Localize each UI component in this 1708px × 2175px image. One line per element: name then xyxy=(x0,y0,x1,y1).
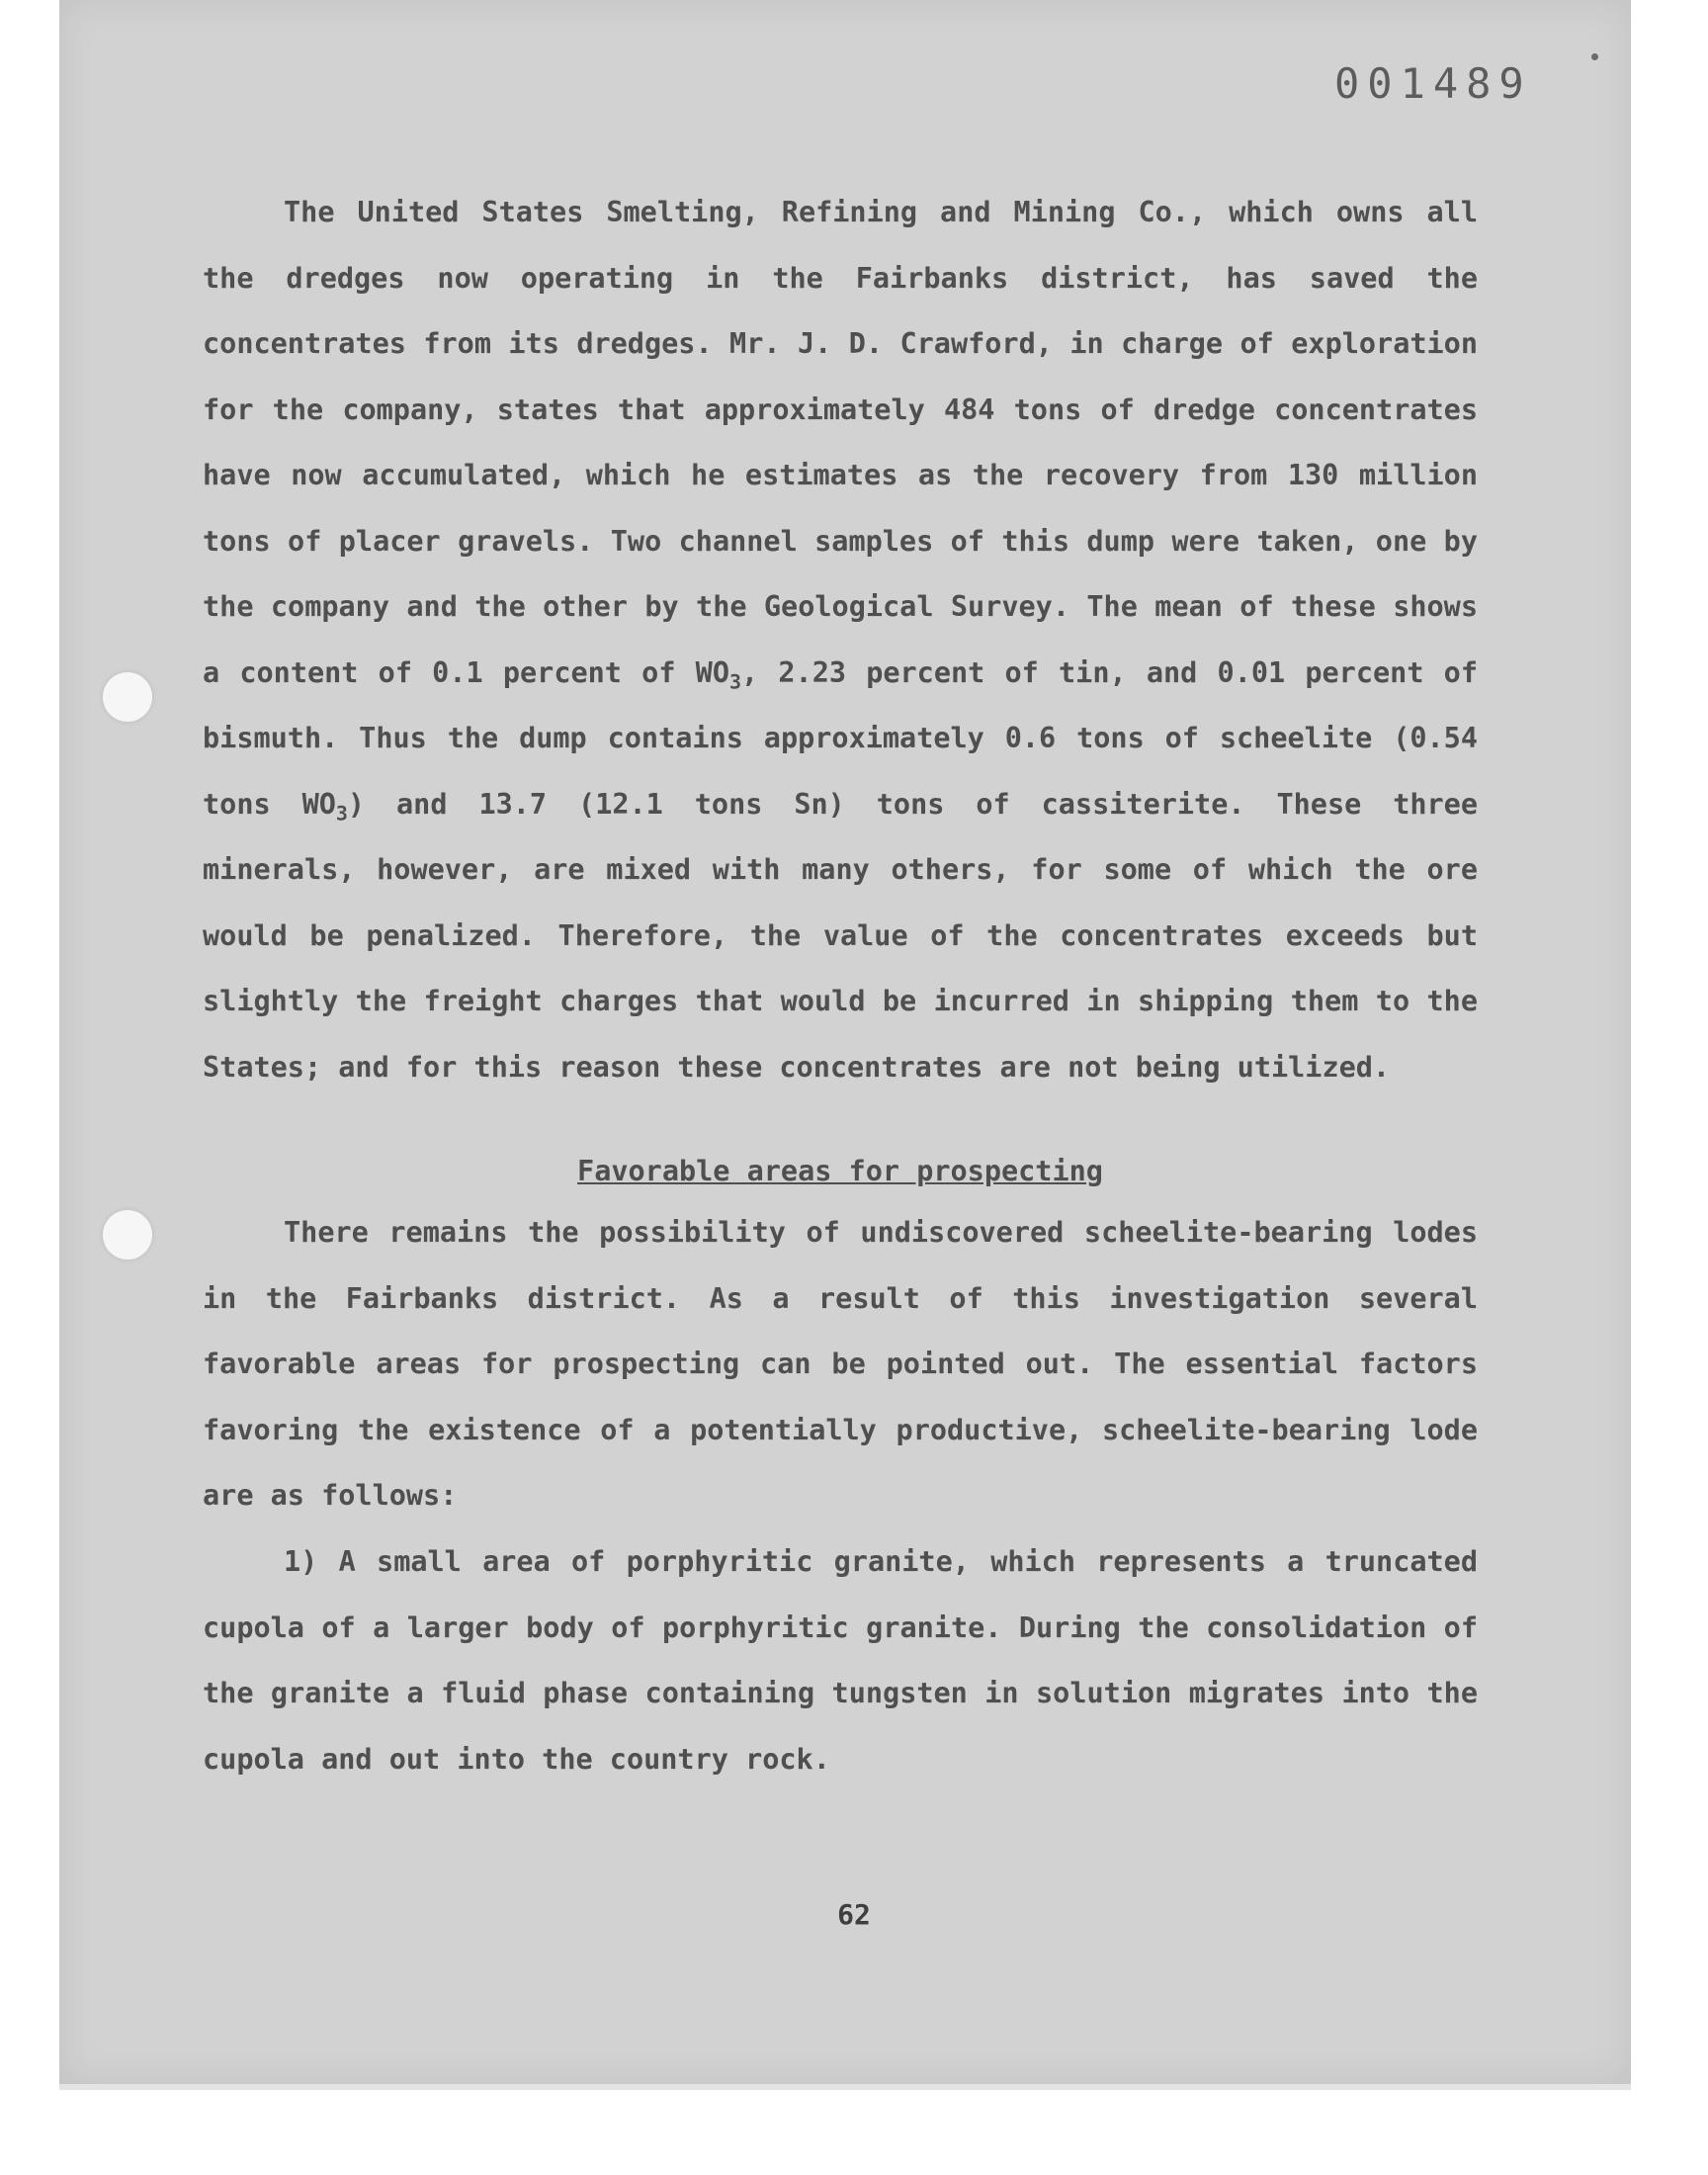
punch-hole-top xyxy=(103,672,152,722)
section-heading: Favorable areas for prospecting xyxy=(577,1155,1103,1187)
punch-hole-bottom xyxy=(103,1210,152,1260)
paragraph-factor-1: 1) A small area of porphyritic granite, which represents a truncated cupola of a larger body of porphyritic granite. During the consolidation of the granite a fluid phase containing tungsten in solution migrates into the cupola and out into the country rock. xyxy=(203,1545,1478,1776)
paragraph-text: The United States Smelting, Refining and Mining Co., which owns all the dredges now operating in the Fairbanks district, has saved the concentrates from its dredges. Mr. J. D. Crawford, in charge of exploration for the company, states that approximately 484 tons of dredge concentrates have now accumulated, which he estimates as the recovery from 130 million tons of placer gravels. Two channel samples of this dump were taken, one by the company and the other by the Geological Survey. The mean of these shows a content of 0.1 percent of WO xyxy=(203,196,1478,689)
subscript: 3 xyxy=(729,669,742,694)
document-id-stamp: 001489 xyxy=(1334,59,1532,108)
paragraph-prospecting-intro: There remains the possibility of undiscovered scheelite-bearing lodes in the Fairbanks district. As a result of this investigation several favorable areas for prospecting can be pointed out. The essential factors favoring the existence of a potentially productive, scheelite-bearing lode are as follows: xyxy=(203,1216,1478,1512)
paragraph-text: , 2.23 percent of tin, and 0.01 percent of bismuth. Thus the dump contains approximately 0.6 tons of scheelite (0.54 tons WO xyxy=(203,655,1478,821)
paragraph-dredge-concentrates xyxy=(203,180,1478,1100)
paragraph-text: ) and 13.7 (12.1 tons Sn) tons of cassiterite. These three minerals, however, are mixed with many others, for some of which the ore would be penalized. Therefore, the value of the concentrates exceeds but slightly the freight charges that would be incurred in shipping them to the States; and for this reason these concentrates are not being utilized. xyxy=(203,787,1478,1084)
subscript: 3 xyxy=(335,801,348,826)
page-number: 62 xyxy=(837,1898,871,1931)
stray-mark xyxy=(1591,53,1598,60)
page-bottom-edge xyxy=(59,2084,1631,2090)
